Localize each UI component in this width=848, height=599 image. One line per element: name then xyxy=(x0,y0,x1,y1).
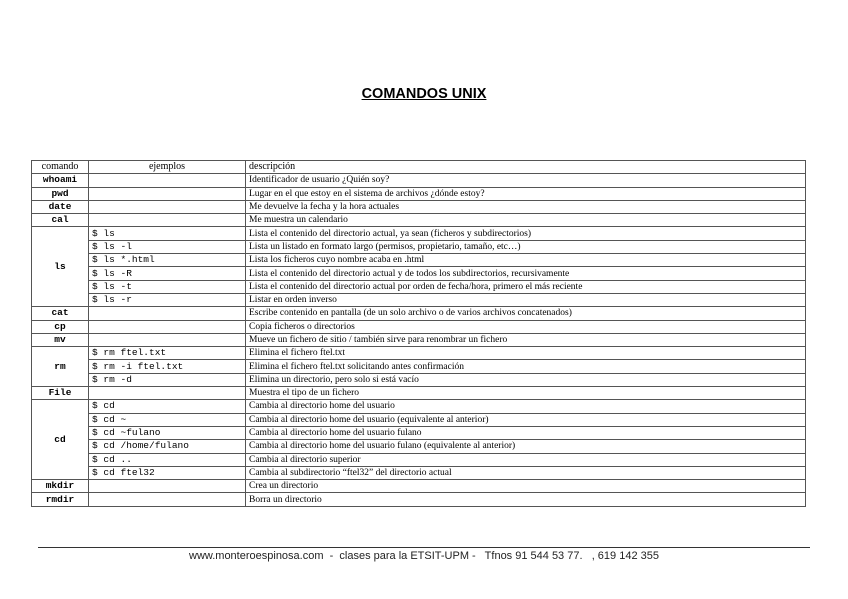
description-cell: Muestra el tipo de un fichero xyxy=(246,387,806,400)
command-cell: rm xyxy=(32,347,89,387)
table-row xyxy=(32,347,806,360)
description-cell: Elimina un directorio, pero solo si está vacío xyxy=(246,373,806,386)
example-cell: $ rm ftel.txt xyxy=(89,347,246,360)
table-header-row xyxy=(32,161,806,174)
description-cell: Lista el contenido del directorio actual, ya sean (ficheros y subdirectorios) xyxy=(246,227,806,240)
description-cell: Borra un directorio xyxy=(246,493,806,506)
page-title: COMANDOS UNIX xyxy=(361,86,487,102)
example-cell: $ cd ~ xyxy=(89,413,246,426)
description-cell: Elimina el fichero ftel.txt solicitando antes confirmación xyxy=(246,360,806,373)
column-header-command: comando xyxy=(32,161,89,174)
table-row xyxy=(32,240,806,253)
example-cell: $ ls -r xyxy=(89,293,246,306)
table-row xyxy=(32,200,806,213)
description-cell: Cambia al directorio home del usuario fulano (equivalente al anterior) xyxy=(246,440,806,453)
footer-text: www.monteroespinosa.com - clases para la ETSIT-UPM - Tfnos 91 544 53 77. , 619 142 355 xyxy=(189,550,659,562)
example-cell xyxy=(89,320,246,333)
description-cell: Crea un directorio xyxy=(246,480,806,493)
table-row xyxy=(32,267,806,280)
table-row xyxy=(32,373,806,386)
description-cell: Lista el contenido del directorio actual y de todos los subdirectorios, recursivamente xyxy=(246,267,806,280)
description-cell: Me devuelve la fecha y la hora actuales xyxy=(246,200,806,213)
command-cell: cp xyxy=(32,320,89,333)
command-cell: File xyxy=(32,387,89,400)
command-cell: cat xyxy=(32,307,89,320)
example-cell: $ ls *.html xyxy=(89,254,246,267)
table-row xyxy=(32,440,806,453)
table-row xyxy=(32,400,806,413)
description-cell: Copia ficheros o directorios xyxy=(246,320,806,333)
description-cell: Cambia al directorio home del usuario (equivalente al anterior) xyxy=(246,413,806,426)
example-cell xyxy=(89,174,246,187)
description-cell: Cambia al subdirectorio “ftel32” del directorio actual xyxy=(246,466,806,479)
description-cell: Lista los ficheros cuyo nombre acaba en .html xyxy=(246,254,806,267)
example-cell xyxy=(89,214,246,227)
command-cell: cd xyxy=(32,400,89,480)
table-row xyxy=(32,227,806,240)
table-row xyxy=(32,333,806,346)
table-row xyxy=(32,426,806,439)
table-row xyxy=(32,174,806,187)
command-cell: whoami xyxy=(32,174,89,187)
example-cell: $ cd ftel32 xyxy=(89,466,246,479)
table-row xyxy=(32,214,806,227)
description-cell: Cambia al directorio superior xyxy=(246,453,806,466)
example-cell: $ ls -t xyxy=(89,280,246,293)
column-header-examples: ejemplos xyxy=(89,161,246,174)
description-cell: Me muestra un calendario xyxy=(246,214,806,227)
command-cell: pwd xyxy=(32,187,89,200)
table-row xyxy=(32,307,806,320)
description-cell: Lista un listado en formato largo (permisos, propietario, tamaño, etc…) xyxy=(246,240,806,253)
description-cell: Lugar en el que estoy en el sistema de archivos ¿dónde estoy? xyxy=(246,187,806,200)
description-cell: Mueve un fichero de sitio / también sirve para renombrar un fichero xyxy=(246,333,806,346)
example-cell: $ ls -R xyxy=(89,267,246,280)
example-cell xyxy=(89,480,246,493)
example-cell: $ rm -d xyxy=(89,373,246,386)
description-cell: Listar en orden inverso xyxy=(246,293,806,306)
example-cell xyxy=(89,307,246,320)
example-cell xyxy=(89,387,246,400)
table-body xyxy=(32,174,806,506)
table-row xyxy=(32,493,806,506)
example-cell: $ rm -i ftel.txt xyxy=(89,360,246,373)
table-row xyxy=(32,360,806,373)
commands-table xyxy=(31,160,806,507)
table-row xyxy=(32,280,806,293)
table-row xyxy=(32,413,806,426)
example-cell xyxy=(89,200,246,213)
table-row xyxy=(32,387,806,400)
footer-divider xyxy=(38,547,810,548)
example-cell: $ ls -l xyxy=(89,240,246,253)
table-row xyxy=(32,293,806,306)
command-cell: mkdir xyxy=(32,480,89,493)
table-row xyxy=(32,453,806,466)
command-cell: ls xyxy=(32,227,89,307)
table-row xyxy=(32,466,806,479)
description-cell: Cambia al directorio home del usuario fulano xyxy=(246,426,806,439)
example-cell xyxy=(89,333,246,346)
example-cell: $ cd .. xyxy=(89,453,246,466)
description-cell: Elimina el fichero ftel.txt xyxy=(246,347,806,360)
description-cell: Lista el contenido del directorio actual por orden de fecha/hora, primero el más reciente xyxy=(246,280,806,293)
description-cell: Identificador de usuario ¿Quién soy? xyxy=(246,174,806,187)
table-row xyxy=(32,320,806,333)
table-row xyxy=(32,254,806,267)
example-cell: $ cd ~fulano xyxy=(89,426,246,439)
example-cell: $ ls xyxy=(89,227,246,240)
example-cell xyxy=(89,187,246,200)
example-cell xyxy=(89,493,246,506)
table-row xyxy=(32,480,806,493)
description-cell: Cambia al directorio home del usuario xyxy=(246,400,806,413)
example-cell: $ cd xyxy=(89,400,246,413)
command-cell: date xyxy=(32,200,89,213)
column-header-description: descripción xyxy=(246,161,806,174)
description-cell: Escribe contenido en pantalla (de un solo archivo o de varios archivos concatenados) xyxy=(246,307,806,320)
command-cell: cal xyxy=(32,214,89,227)
command-cell: rmdir xyxy=(32,493,89,506)
table-row xyxy=(32,187,806,200)
example-cell: $ cd /home/fulano xyxy=(89,440,246,453)
command-cell: mv xyxy=(32,333,89,346)
